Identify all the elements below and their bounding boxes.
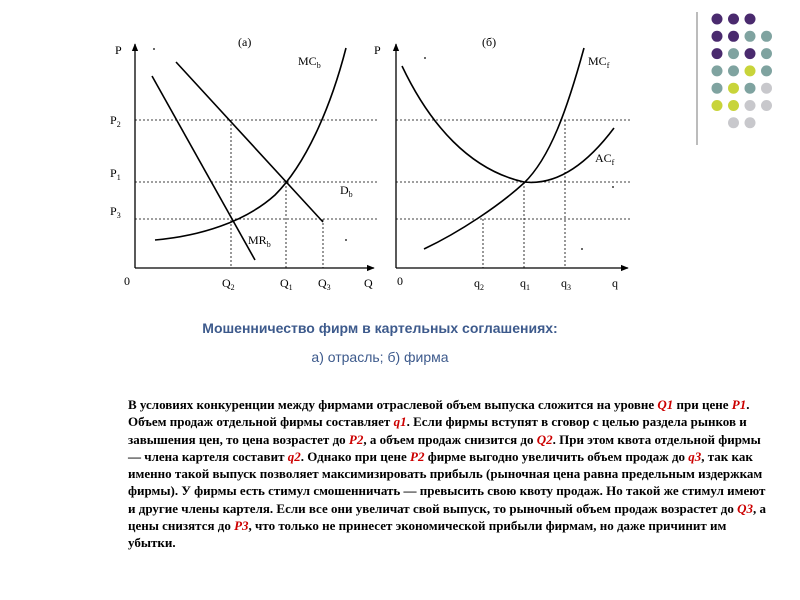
caption-title: Мошенничество фирм в картельных соглашениях: <box>202 320 558 336</box>
speck <box>581 248 583 250</box>
panel-a-tag: (а) <box>238 35 252 49</box>
quantity-label-q3: $Q_3$ <box>318 276 331 292</box>
panel-b-y-label: P <box>374 43 381 57</box>
quantity-label-q2-firm: $q_2$ <box>474 276 484 292</box>
text-segment: . Если фирмы вступят в сговор с целью раздела рынков и завышения цен, то цена возрастет до <box>128 414 747 447</box>
price-label-p3: $P_3$ <box>110 204 121 220</box>
speck <box>153 48 155 50</box>
curve-label-mr-b: $MR_b$ <box>248 233 271 249</box>
panel-a <box>110 35 378 292</box>
text-segment: фирме выгодно увеличить объем продаж до <box>424 448 689 464</box>
price-label-p1: $P_1$ <box>110 166 121 182</box>
caption-subtitle: а) отрасль; б) фирма <box>311 349 449 365</box>
panel-b <box>374 35 630 292</box>
highlighted-variable: P3 <box>234 518 249 534</box>
curve-label-mc-b: $MC_b$ <box>298 54 321 70</box>
highlighted-variable: q3 <box>688 448 702 464</box>
highlighted-variable: P2 <box>348 431 364 447</box>
panel-b-origin: 0 <box>397 274 403 288</box>
quantity-label-q3-firm: $q_3$ <box>561 276 571 292</box>
panel-a-origin: 0 <box>124 274 130 288</box>
speck <box>345 239 347 241</box>
quantity-label-q1: $Q_1$ <box>280 276 293 292</box>
highlighted-variable: Q1 <box>657 397 674 412</box>
curve-label-mc-f: $MC_f$ <box>588 54 610 70</box>
highlighted-variable: q2 <box>287 448 301 464</box>
highlighted-variable: P2 <box>410 448 425 464</box>
panel-b-ac-curve <box>402 66 614 182</box>
highlighted-variable: Q3 <box>737 500 754 516</box>
quantity-label-q2: $Q_2$ <box>222 276 235 292</box>
panel-a-x-label: Q <box>364 276 373 290</box>
text-segment: , а объем продаж снизится до <box>363 431 537 447</box>
text-segment: . Объем продаж отдельной фирмы составляет <box>128 397 750 430</box>
highlighted-variable: q1 <box>393 414 407 430</box>
text-segment: , что только не принесет экономической прибыли фирмам, но даже причинит им убытки. <box>128 518 727 551</box>
text-segment: В условиях конкуренции между фирмами отраслевой объем выпуска сложится на уровне <box>128 397 658 412</box>
panel-a-mr-curve <box>152 76 255 260</box>
text-segment: . Однако при цене <box>300 448 411 464</box>
text-segment: при цене <box>673 397 732 412</box>
panel-b-x-label: q <box>612 276 618 290</box>
curve-label-d-b: $D_b$ <box>340 183 353 199</box>
highlighted-variable: Q2 <box>536 431 553 447</box>
panel-a-y-label: P <box>115 43 122 57</box>
highlighted-variable: P1 <box>731 397 747 412</box>
price-label-p2: $P_2$ <box>110 113 121 129</box>
text-segment: . При этом квота отдельной фирмы — члена картеля составит <box>128 431 761 464</box>
text-segment: , а цены снизятся до <box>128 500 767 534</box>
speck <box>424 57 426 59</box>
curve-label-ac-f: $AC_f$ <box>595 151 615 167</box>
panel-b-tag: (б) <box>482 35 497 49</box>
explanation-paragraph <box>128 396 768 552</box>
quantity-label-q1-firm: $q_1$ <box>520 276 530 292</box>
speck <box>612 186 614 188</box>
panel-a-demand-curve <box>176 62 323 222</box>
text-segment: , так как именно такой выпуск позволяет максимизировать прибыль (рыночная цена равна предельным издержкам фирмы). У фирмы есть стимул смошенничать — превысить свою квоту продаж. Но такой же стимул имеют и другие члены картеля. Если все они увеличат свой выпуск, то рыночный объем продаж возрастет до <box>128 448 766 516</box>
